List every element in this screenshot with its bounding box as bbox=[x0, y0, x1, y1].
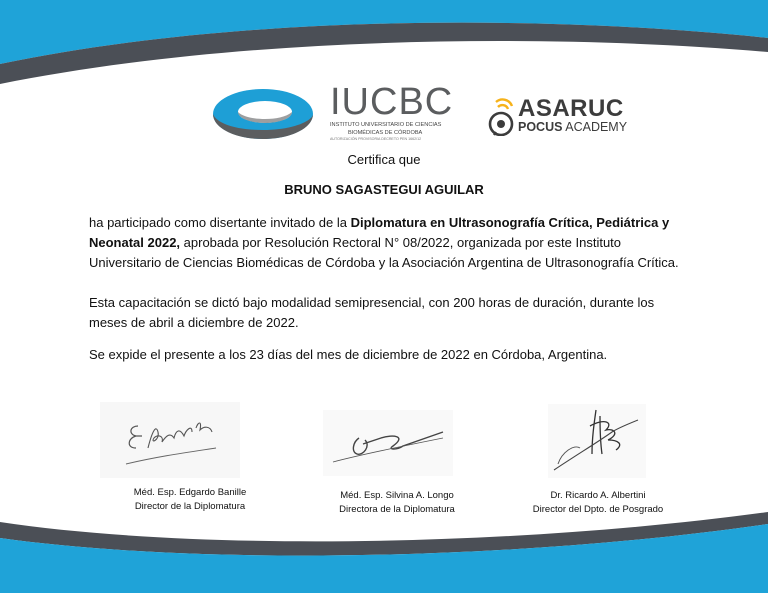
signature-block-banille bbox=[90, 486, 290, 514]
paragraph-issued: Se expide el presente a los 23 días del mes de diciembre de 2022 en Córdoba, Argentina. bbox=[89, 347, 608, 362]
signer-role: Directora de la Diplomatura bbox=[339, 504, 455, 515]
iucbc-line3: AUTORIZACIÓN PROVISORIA DECRETO PEN 1662/12 bbox=[330, 136, 422, 141]
iucbc-logo bbox=[330, 81, 460, 142]
diplomatura-title: Diplomatura en Ultrasonografía Crítica, Pediátrica y Neonatal 2022, bbox=[89, 215, 670, 250]
recipient-name: BRUNO SAGASTEGUI AGUILAR bbox=[284, 182, 484, 197]
iucbc-wordmark: IUCBC bbox=[330, 81, 454, 123]
paragraph-participation-b: aprobada por Resolución Rectoral N° 08/2022, organizada por este Instituto Universitario de Ciencias Biomédicas de Córdoba y la Asociación Argentina de Ultrasonografía Crítica. bbox=[89, 235, 679, 270]
signer-name: Méd. Esp. Silvina A. Longo bbox=[340, 490, 454, 501]
signer-name: Méd. Esp. Edgardo Banille bbox=[133, 487, 247, 498]
iucbc-line1: INSTITUTO UNIVERSITARIO DE CIENCIAS bbox=[330, 122, 442, 128]
certifica-que: Certifica que bbox=[347, 152, 421, 167]
signature-banille-icon bbox=[100, 402, 240, 478]
signer-name: Dr. Ricardo A. Albertini bbox=[550, 490, 646, 501]
signature-block-longo bbox=[297, 489, 497, 517]
asaruc-academy: ACADEMY bbox=[562, 120, 628, 134]
signature-block-albertini bbox=[498, 489, 698, 517]
paragraph-participation-a: ha participado como disertante invitado de la bbox=[89, 215, 351, 230]
iucbc-line2: BIOMÉDICAS DE CÓRDOBA bbox=[348, 130, 423, 137]
paragraph-modality: Esta capacitación se dictó bajo modalidad semipresencial, con 200 horas de duración, durante los meses de abril a diciembre de 2022. bbox=[89, 295, 655, 330]
iucbc-ring-icon bbox=[210, 86, 316, 142]
paragraph-participation bbox=[89, 213, 689, 273]
asaruc-pocus: POCUS bbox=[518, 120, 563, 134]
signature-longo-icon bbox=[323, 410, 453, 476]
asaruc-head-icon bbox=[486, 96, 518, 136]
signer-role: Director de la Diplomatura bbox=[134, 501, 246, 512]
asaruc-wordmark: ASARUC bbox=[518, 95, 624, 122]
asaruc-subtitle bbox=[518, 120, 627, 134]
signer-role: Director del Dpto. de Posgrado bbox=[532, 504, 664, 515]
signature-albertini-icon bbox=[548, 404, 646, 478]
